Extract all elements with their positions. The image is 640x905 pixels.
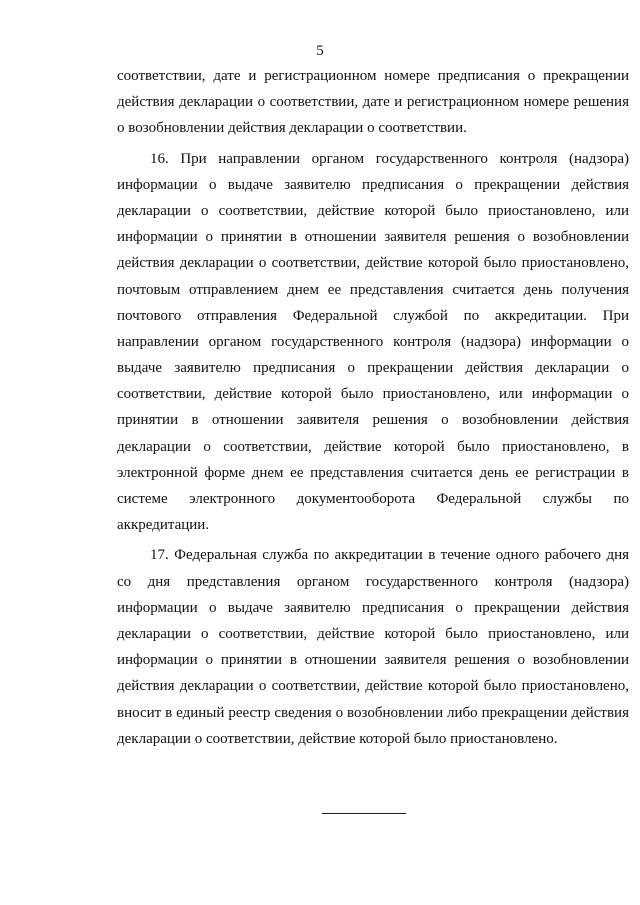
text-line: 16. При направлении органом государственного контроля (надзора) [150, 150, 629, 167]
closing-separator-line [322, 813, 406, 814]
page-number: 5 [316, 43, 324, 59]
text-line: о возобновлении действия декларации о соответствии. [117, 120, 467, 137]
text-line: информации о выдаче заявителю предписания о прекращении действия [117, 176, 629, 193]
text-line: декларации о соответствии, действие которой было приостановлено. [117, 730, 558, 747]
text-line: выдаче заявителю предписания о прекращении действия декларации о [117, 360, 629, 377]
text-line: декларации о соответствии, действие которой было приостановлено, или [117, 625, 629, 642]
text-line: 17. Федеральная служба по аккредитации в течение одного рабочего дня [150, 547, 629, 564]
text-line: информации о принятии в отношении заявителя решения о возобновлении [117, 652, 629, 669]
paragraph-17 [117, 542, 629, 752]
text-line: декларации о соответствии, действие которой было приостановлено, в [117, 438, 629, 455]
text-line: соответствии, дате и регистрационном номере предписания о прекращении [117, 68, 629, 84]
text-line: действия декларации о соответствии, действие которой было приостановлено, [117, 255, 629, 272]
text-line: соответствии, действие которой было приостановлено, или информации о [117, 386, 629, 403]
paragraph-16 [117, 146, 629, 539]
text-line: со дня представления органом государственного контроля (надзора) [117, 573, 629, 590]
text-line: декларации о соответствии, действие которой было приостановлено, или [117, 202, 629, 219]
text-line: почтового отправления Федеральной службой по аккредитации. При [117, 307, 629, 324]
text-line: аккредитации. [117, 517, 210, 534]
text-line: принятии в отношении заявителя решения о возобновлении действия [117, 412, 629, 429]
text-line: вносит в единый реестр сведения о возобновлении либо прекращении действия [117, 704, 629, 721]
text-line: системе электронного документооборота Федеральной службы по [117, 491, 629, 507]
text-line: направлении органом государственного контроля (надзора) информации о [117, 333, 629, 350]
text-line: почтовым отправлением днем ее представления считается день получения [117, 281, 629, 298]
document-body [117, 63, 629, 752]
paragraph-continuation [117, 63, 629, 142]
text-line: информации о принятии в отношении заявителя решения о возобновлении [117, 229, 629, 246]
text-line: информации о выдаче заявителю предписания о прекращении действия [117, 599, 629, 616]
text-line: действия декларации о соответствии, действие которой было приостановлено, [117, 678, 629, 695]
text-line: электронной форме днем ее представления считается день ее регистрации в [117, 464, 629, 481]
text-line: действия декларации о соответствии, дате и регистрационном номере решения [117, 94, 629, 111]
